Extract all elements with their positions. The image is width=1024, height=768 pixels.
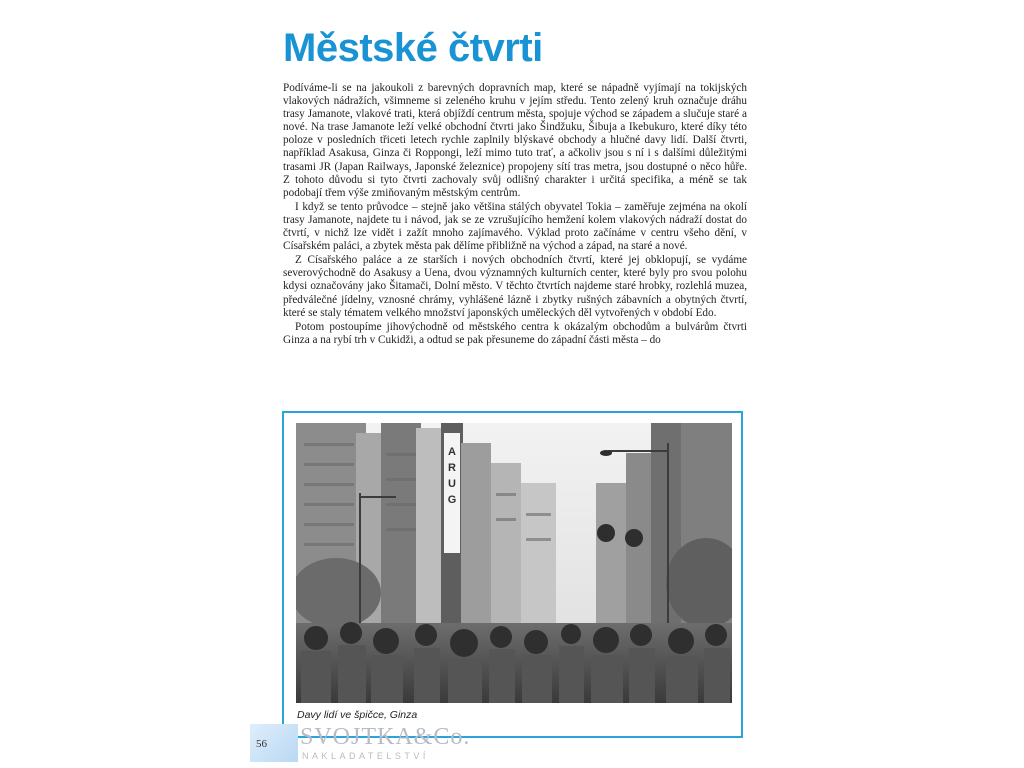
sign-text-u: U — [448, 478, 456, 490]
figure-frame — [282, 411, 743, 738]
publisher-logo — [300, 724, 471, 764]
street-photo-illustration — [296, 423, 732, 703]
page-title: Městské čtvrti — [283, 26, 543, 70]
publisher-name: SVOJTKA&Co. — [300, 724, 471, 750]
page-number: 56 — [256, 738, 267, 750]
sign-text-a: A — [448, 446, 456, 458]
body-text — [283, 82, 747, 347]
paragraph-1: Podíváme-li se na jakoukoli z barevných dopravních map, které se nápadně vyjímají na tokijských vlakových nádražích, všimneme si zeleného kruhu v jejím středu. Tento zelený kruh označuje dráhu trasy Jamanote, vlakové trati, která objíždí centrum města, spojuje východ se západem a slučuje staré a nové. Na trase Jamanote leží velké obchodní čtvrti jako Šindžuku, Šibuja a Ikebukuro, které díky této poloze v posledních třiceti letech rychle zaplnily blýskavé obchody a hlučné davy lidí. Další čtvrti, například Asakusa, Ginza či Roppongi, leží mimo tuto trať, a ačkoliv jsou s ní i s dalšími důležitými trasami JR (Japan Railways, Japonské železnice) propojeny sítí tras metra, jsou dostupné o něco hůře. Z tohoto důvodu si tyto čtvrti zachovaly svůj odlišný charakter i určitá specifika, a méně se tak podobají třem výše zmiňovaným městským centrům. — [283, 82, 747, 199]
paragraph-3: Z Císařského paláce a ze starších i nových obchodních čtvrtí, které jej obklopují, se vydáme severovýchodně do Asakusy a Uena, dvou významných kulturních center, které byly pro svou polohu kdysi označovány jako Šitamači, Dolní město. V těchto čtvrtích najdeme staré hrobky, rozlehlá muzea, předválečné jídelny, vznosné chrámy, vyhlášené lázně i zbytky rušných zábavních a obytných čtvrtí, které se staly tématem velkého množství japonských uměleckých děl vytvořených v období Edo. — [283, 254, 747, 319]
paragraph-4: Potom postoupíme jihovýchodně od městského centra k okázalým obchodům a bulvárům čtvrti Ginza a na rybí trh v Cukidži, a odtud se pak přesuneme do západní části města – do — [283, 320, 747, 346]
figure-caption: Davy lidí ve špičce, Ginza — [297, 709, 418, 721]
sign-text-r: R — [448, 462, 456, 474]
paragraph-2: I když se tento průvodce – stejně jako většina stálých obyvatel Tokia – zaměřuje zejména na okolí trasy Jamanote, najdete tu i návod, jak se ze vzrušujícího hemžení kolem vlakových nádraží dostat do čtvrtí, v nichž lze vidět i zažít mnoho zajímavého. Výklad proto začínáme v centru všeho dění, v Císařském paláci, a zbytek města pak dělíme přibližně na východ a západ, na staré a nové. — [283, 200, 747, 253]
street-photo — [296, 423, 732, 703]
publisher-subtitle: NAKLADATELSTVÍ — [302, 751, 429, 761]
sign-text-g: G — [447, 494, 457, 506]
